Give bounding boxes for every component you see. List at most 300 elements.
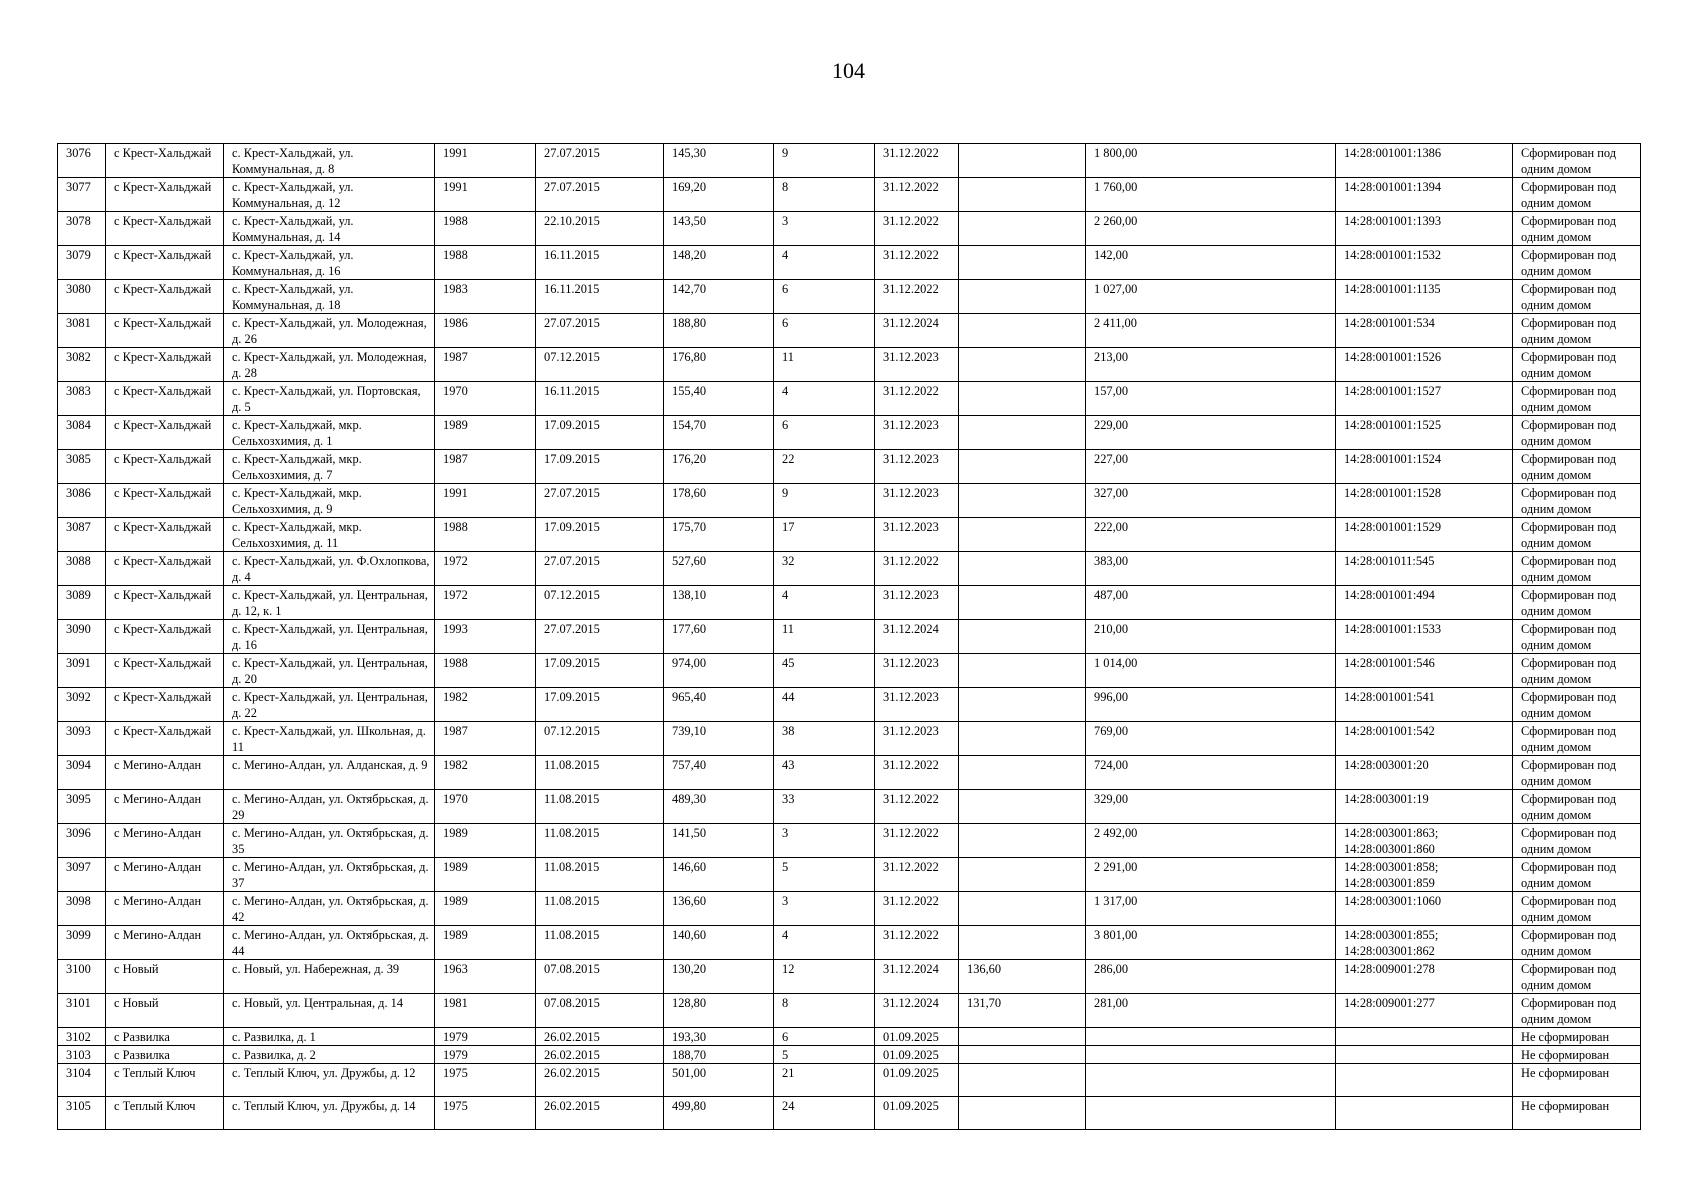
cell-date: 11.08.2015 xyxy=(536,926,664,960)
cell-area: 145,30 xyxy=(664,144,774,178)
cell-cadastral-number: 14:28:001001:1386 xyxy=(1336,144,1513,178)
cell-settlement: с Новый xyxy=(106,994,224,1028)
cell-settlement: с Развилка xyxy=(106,1028,224,1046)
cell-deadline: 31.12.2023 xyxy=(875,688,959,722)
cell-area: 143,50 xyxy=(664,212,774,246)
cell-residents: 4 xyxy=(774,586,875,620)
cell-status: Сформирован под одним домом xyxy=(1513,144,1641,178)
cell-row-number: 3097 xyxy=(58,858,106,892)
cell-build-year: 1991 xyxy=(435,484,536,518)
cell-amount xyxy=(1086,1046,1336,1064)
cell-address: с. Крест-Хальджай, ул. Центральная, д. 12, к. 1 xyxy=(224,586,435,620)
cell-settlement: с Крест-Хальджай xyxy=(106,246,224,280)
cell-date: 27.07.2015 xyxy=(536,314,664,348)
cell-area: 178,60 xyxy=(664,484,774,518)
cell-amount: 2 411,00 xyxy=(1086,314,1336,348)
cell-address: с. Мегино-Алдан, ул. Октябрьская, д. 29 xyxy=(224,790,435,824)
cell-status: Сформирован под одним домом xyxy=(1513,246,1641,280)
cell-cadastral-number: 14:28:001011:545 xyxy=(1336,552,1513,586)
cell-deadline: 31.12.2022 xyxy=(875,892,959,926)
cell-build-year: 1982 xyxy=(435,756,536,790)
cell-status: Сформирован под одним домом xyxy=(1513,382,1641,416)
cell-settlement: с Крест-Хальджай xyxy=(106,518,224,552)
cell-settlement: с Мегино-Алдан xyxy=(106,858,224,892)
cell-status: Сформирован под одним домом xyxy=(1513,552,1641,586)
cell-settlement: с Крест-Хальджай xyxy=(106,144,224,178)
cell-row-number: 3089 xyxy=(58,586,106,620)
cell-row-number: 3082 xyxy=(58,348,106,382)
cell-date: 07.08.2015 xyxy=(536,994,664,1028)
cell-row-number: 3096 xyxy=(58,824,106,858)
cell-cadastral-number: 14:28:001001:494 xyxy=(1336,586,1513,620)
table-body xyxy=(58,144,1641,1130)
cell-residents: 45 xyxy=(774,654,875,688)
cell-status: Сформирован под одним домом xyxy=(1513,484,1641,518)
cell-address: с. Крест-Хальджай, ул. Молодежная, д. 28 xyxy=(224,348,435,382)
cell-area: 188,80 xyxy=(664,314,774,348)
cell-row-number: 3078 xyxy=(58,212,106,246)
cell-settlement: с Новый xyxy=(106,960,224,994)
cell-status: Сформирован под одним домом xyxy=(1513,416,1641,450)
table-row xyxy=(58,382,1641,416)
cell-cadastral-number: 14:28:003001:20 xyxy=(1336,756,1513,790)
cell-residents: 24 xyxy=(774,1097,875,1130)
cell-area: 489,30 xyxy=(664,790,774,824)
cell-date: 26.02.2015 xyxy=(536,1028,664,1046)
cell-date: 07.08.2015 xyxy=(536,960,664,994)
cell-settlement: с Крест-Хальджай xyxy=(106,654,224,688)
cell-residents: 3 xyxy=(774,212,875,246)
cell-amount xyxy=(1086,1028,1336,1046)
cell-address: с. Крест-Хальджай, ул. Коммунальная, д. 14 xyxy=(224,212,435,246)
cell-build-year: 1991 xyxy=(435,178,536,212)
cell-date: 11.08.2015 xyxy=(536,858,664,892)
cell-amount: 1 317,00 xyxy=(1086,892,1336,926)
cell-area: 501,00 xyxy=(664,1064,774,1097)
cell-row-number: 3098 xyxy=(58,892,106,926)
cell-address: с. Новый, ул. Набережная, д. 39 xyxy=(224,960,435,994)
cell-deadline: 31.12.2022 xyxy=(875,858,959,892)
cell-settlement: с Развилка xyxy=(106,1046,224,1064)
cell-amount: 1 027,00 xyxy=(1086,280,1336,314)
cell-row-number: 3087 xyxy=(58,518,106,552)
cell-row-number: 3105 xyxy=(58,1097,106,1130)
table-row xyxy=(58,314,1641,348)
cell-date: 07.12.2015 xyxy=(536,348,664,382)
cell-deadline: 31.12.2022 xyxy=(875,552,959,586)
cell-row-number: 3101 xyxy=(58,994,106,1028)
cell-status: Сформирован под одним домом xyxy=(1513,960,1641,994)
cell-build-year: 1989 xyxy=(435,892,536,926)
cell-cadastral-number xyxy=(1336,1046,1513,1064)
cell-deadline: 31.12.2022 xyxy=(875,790,959,824)
table-row xyxy=(58,416,1641,450)
cell-date: 17.09.2015 xyxy=(536,688,664,722)
table-row xyxy=(58,518,1641,552)
cell-cadastral-number: 14:28:001001:1394 xyxy=(1336,178,1513,212)
cell-amount: 227,00 xyxy=(1086,450,1336,484)
cell-residents: 6 xyxy=(774,1028,875,1046)
cell-build-year: 1979 xyxy=(435,1028,536,1046)
cell-area-extra xyxy=(959,586,1086,620)
cell-area-extra xyxy=(959,314,1086,348)
cell-row-number: 3104 xyxy=(58,1064,106,1097)
cell-area: 138,10 xyxy=(664,586,774,620)
cell-amount: 329,00 xyxy=(1086,790,1336,824)
cell-build-year: 1987 xyxy=(435,348,536,382)
cell-residents: 12 xyxy=(774,960,875,994)
cell-settlement: с Мегино-Алдан xyxy=(106,892,224,926)
cell-deadline: 31.12.2023 xyxy=(875,586,959,620)
cell-status: Сформирован под одним домом xyxy=(1513,586,1641,620)
cell-area-extra xyxy=(959,688,1086,722)
cell-build-year: 1979 xyxy=(435,1046,536,1064)
cell-residents: 22 xyxy=(774,450,875,484)
cell-status: Сформирован под одним домом xyxy=(1513,518,1641,552)
cell-settlement: с Крест-Хальджай xyxy=(106,280,224,314)
cell-residents: 17 xyxy=(774,518,875,552)
table-row xyxy=(58,1064,1641,1097)
cell-status: Сформирован под одним домом xyxy=(1513,926,1641,960)
cell-address: с. Крест-Хальджай, ул. Коммунальная, д. 12 xyxy=(224,178,435,212)
cell-residents: 8 xyxy=(774,178,875,212)
cell-area: 176,20 xyxy=(664,450,774,484)
cell-row-number: 3080 xyxy=(58,280,106,314)
cell-row-number: 3083 xyxy=(58,382,106,416)
cell-row-number: 3079 xyxy=(58,246,106,280)
cell-row-number: 3076 xyxy=(58,144,106,178)
cell-residents: 9 xyxy=(774,144,875,178)
cell-amount: 769,00 xyxy=(1086,722,1336,756)
cell-area: 176,80 xyxy=(664,348,774,382)
cell-row-number: 3094 xyxy=(58,756,106,790)
cell-status: Сформирован под одним домом xyxy=(1513,858,1641,892)
cell-row-number: 3103 xyxy=(58,1046,106,1064)
cell-row-number: 3093 xyxy=(58,722,106,756)
cell-area-extra xyxy=(959,1028,1086,1046)
cell-area-extra xyxy=(959,280,1086,314)
cell-residents: 4 xyxy=(774,926,875,960)
cell-area-extra xyxy=(959,518,1086,552)
cell-date: 17.09.2015 xyxy=(536,518,664,552)
cell-settlement: с Крест-Хальджай xyxy=(106,688,224,722)
cell-area-extra xyxy=(959,824,1086,858)
cell-date: 17.09.2015 xyxy=(536,654,664,688)
cell-build-year: 1970 xyxy=(435,790,536,824)
table-row xyxy=(58,280,1641,314)
cell-area-extra xyxy=(959,722,1086,756)
cell-area-extra xyxy=(959,620,1086,654)
cell-address: с. Развилка, д. 2 xyxy=(224,1046,435,1064)
cell-date: 17.09.2015 xyxy=(536,416,664,450)
cell-build-year: 1988 xyxy=(435,246,536,280)
cell-address: с. Крест-Хальджай, ул. Молодежная, д. 26 xyxy=(224,314,435,348)
cell-settlement: с Крест-Хальджай xyxy=(106,722,224,756)
cell-address: с. Развилка, д. 1 xyxy=(224,1028,435,1046)
cell-status: Не сформирован xyxy=(1513,1064,1641,1097)
cell-address: с. Крест-Хальджай, ул. Портовская, д. 5 xyxy=(224,382,435,416)
cell-address: с. Крест-Хальджай, ул. Коммунальная, д. 18 xyxy=(224,280,435,314)
cell-deadline: 31.12.2022 xyxy=(875,382,959,416)
cell-status: Сформирован под одним домом xyxy=(1513,212,1641,246)
cell-area-extra xyxy=(959,790,1086,824)
cell-area-extra: 136,60 xyxy=(959,960,1086,994)
cell-area-extra: 131,70 xyxy=(959,994,1086,1028)
cell-status: Сформирован под одним домом xyxy=(1513,824,1641,858)
cell-build-year: 1989 xyxy=(435,416,536,450)
cell-row-number: 3085 xyxy=(58,450,106,484)
table-row xyxy=(58,892,1641,926)
table-row xyxy=(58,484,1641,518)
cell-amount: 724,00 xyxy=(1086,756,1336,790)
cell-area-extra xyxy=(959,450,1086,484)
table-row xyxy=(58,1046,1641,1064)
cell-cadastral-number: 14:28:009001:277 xyxy=(1336,994,1513,1028)
cell-amount: 222,00 xyxy=(1086,518,1336,552)
cell-area: 974,00 xyxy=(664,654,774,688)
cell-deadline: 31.12.2023 xyxy=(875,416,959,450)
table-row xyxy=(58,212,1641,246)
table-row xyxy=(58,178,1641,212)
cell-residents: 38 xyxy=(774,722,875,756)
cell-address: с. Теплый Ключ, ул. Дружбы, д. 14 xyxy=(224,1097,435,1130)
cell-residents: 5 xyxy=(774,1046,875,1064)
cell-address: с. Теплый Ключ, ул. Дружбы, д. 12 xyxy=(224,1064,435,1097)
cell-cadastral-number: 14:28:001001:1526 xyxy=(1336,348,1513,382)
cell-address: с. Мегино-Алдан, ул. Октябрьская, д. 35 xyxy=(224,824,435,858)
cell-area: 155,40 xyxy=(664,382,774,416)
cell-date: 27.07.2015 xyxy=(536,178,664,212)
cell-cadastral-number: 14:28:003001:863; 14:28:003001:860 xyxy=(1336,824,1513,858)
cell-amount: 327,00 xyxy=(1086,484,1336,518)
cell-area-extra xyxy=(959,416,1086,450)
cell-area: 146,60 xyxy=(664,858,774,892)
cell-residents: 6 xyxy=(774,280,875,314)
cell-residents: 9 xyxy=(774,484,875,518)
cell-amount: 383,00 xyxy=(1086,552,1336,586)
cell-build-year: 1993 xyxy=(435,620,536,654)
cell-build-year: 1987 xyxy=(435,722,536,756)
cell-status: Не сформирован xyxy=(1513,1028,1641,1046)
cell-cadastral-number xyxy=(1336,1064,1513,1097)
cell-settlement: с Крест-Хальджай xyxy=(106,450,224,484)
cell-build-year: 1983 xyxy=(435,280,536,314)
cell-deadline: 31.12.2023 xyxy=(875,518,959,552)
cell-cadastral-number: 14:28:003001:855; 14:28:003001:862 xyxy=(1336,926,1513,960)
cell-deadline: 01.09.2025 xyxy=(875,1064,959,1097)
cell-area: 175,70 xyxy=(664,518,774,552)
cell-settlement: с Крест-Хальджай xyxy=(106,484,224,518)
cell-cadastral-number xyxy=(1336,1028,1513,1046)
cell-date: 27.07.2015 xyxy=(536,484,664,518)
cell-address: с. Мегино-Алдан, ул. Октябрьская, д. 44 xyxy=(224,926,435,960)
cell-residents: 32 xyxy=(774,552,875,586)
table-row xyxy=(58,994,1641,1028)
cell-area-extra xyxy=(959,382,1086,416)
cell-status: Сформирован под одним домом xyxy=(1513,178,1641,212)
cell-date: 27.07.2015 xyxy=(536,552,664,586)
cell-build-year: 1970 xyxy=(435,382,536,416)
cell-area: 188,70 xyxy=(664,1046,774,1064)
cell-date: 07.12.2015 xyxy=(536,722,664,756)
table-row xyxy=(58,552,1641,586)
cell-address: с. Мегино-Алдан, ул. Октябрьская, д. 37 xyxy=(224,858,435,892)
cell-address: с. Крест-Хальджай, мкр. Сельхозхимия, д. 11 xyxy=(224,518,435,552)
cell-cadastral-number: 14:28:001001:1135 xyxy=(1336,280,1513,314)
cell-row-number: 3091 xyxy=(58,654,106,688)
cell-status: Не сформирован xyxy=(1513,1097,1641,1130)
cell-date: 22.10.2015 xyxy=(536,212,664,246)
cell-date: 26.02.2015 xyxy=(536,1097,664,1130)
cell-row-number: 3077 xyxy=(58,178,106,212)
table-row xyxy=(58,1097,1641,1130)
cell-address: с. Крест-Хальджай, ул. Коммунальная, д. 8 xyxy=(224,144,435,178)
cell-build-year: 1963 xyxy=(435,960,536,994)
cell-area-extra xyxy=(959,892,1086,926)
cell-residents: 6 xyxy=(774,314,875,348)
cell-build-year: 1988 xyxy=(435,518,536,552)
cell-date: 11.08.2015 xyxy=(536,756,664,790)
cell-area: 136,60 xyxy=(664,892,774,926)
cell-build-year: 1988 xyxy=(435,654,536,688)
housing-registry-table xyxy=(57,143,1641,1130)
table-row xyxy=(58,620,1641,654)
cell-deadline: 31.12.2022 xyxy=(875,212,959,246)
cell-residents: 4 xyxy=(774,246,875,280)
cell-area: 154,70 xyxy=(664,416,774,450)
cell-amount: 281,00 xyxy=(1086,994,1336,1028)
table-row xyxy=(58,722,1641,756)
cell-area-extra xyxy=(959,212,1086,246)
cell-status: Сформирован под одним домом xyxy=(1513,314,1641,348)
cell-residents: 11 xyxy=(774,348,875,382)
cell-residents: 3 xyxy=(774,824,875,858)
cell-address: с. Крест-Хальджай, ул. Школьная, д. 11 xyxy=(224,722,435,756)
cell-settlement: с Теплый Ключ xyxy=(106,1064,224,1097)
cell-row-number: 3081 xyxy=(58,314,106,348)
cell-status: Сформирован под одним домом xyxy=(1513,688,1641,722)
cell-address: с. Крест-Хальджай, ул. Коммунальная, д. 16 xyxy=(224,246,435,280)
cell-date: 16.11.2015 xyxy=(536,246,664,280)
cell-build-year: 1975 xyxy=(435,1064,536,1097)
cell-deadline: 31.12.2023 xyxy=(875,450,959,484)
cell-address: с. Мегино-Алдан, ул. Алданская, д. 9 xyxy=(224,756,435,790)
cell-area: 527,60 xyxy=(664,552,774,586)
cell-status: Сформирован под одним домом xyxy=(1513,994,1641,1028)
cell-cadastral-number: 14:28:001001:1532 xyxy=(1336,246,1513,280)
cell-deadline: 31.12.2022 xyxy=(875,824,959,858)
cell-deadline: 31.12.2023 xyxy=(875,348,959,382)
cell-row-number: 3088 xyxy=(58,552,106,586)
cell-residents: 33 xyxy=(774,790,875,824)
table-row xyxy=(58,654,1641,688)
cell-date: 11.08.2015 xyxy=(536,790,664,824)
table-row xyxy=(58,450,1641,484)
cell-row-number: 3102 xyxy=(58,1028,106,1046)
cell-settlement: с Мегино-Алдан xyxy=(106,824,224,858)
table-row xyxy=(58,858,1641,892)
cell-build-year: 1989 xyxy=(435,926,536,960)
cell-row-number: 3086 xyxy=(58,484,106,518)
cell-deadline: 31.12.2022 xyxy=(875,280,959,314)
cell-residents: 44 xyxy=(774,688,875,722)
cell-area: 142,70 xyxy=(664,280,774,314)
cell-cadastral-number: 14:28:003001:858; 14:28:003001:859 xyxy=(1336,858,1513,892)
cell-build-year: 1982 xyxy=(435,688,536,722)
cell-amount: 286,00 xyxy=(1086,960,1336,994)
cell-deadline: 31.12.2024 xyxy=(875,314,959,348)
cell-build-year: 1988 xyxy=(435,212,536,246)
cell-address: с. Крест-Хальджай, мкр. Сельхозхимия, д. 9 xyxy=(224,484,435,518)
cell-status: Сформирован под одним домом xyxy=(1513,280,1641,314)
cell-settlement: с Крест-Хальджай xyxy=(106,178,224,212)
cell-deadline: 01.09.2025 xyxy=(875,1046,959,1064)
cell-settlement: с Мегино-Алдан xyxy=(106,756,224,790)
table-row xyxy=(58,144,1641,178)
cell-date: 11.08.2015 xyxy=(536,824,664,858)
cell-deadline: 31.12.2024 xyxy=(875,960,959,994)
cell-settlement: с Крест-Хальджай xyxy=(106,314,224,348)
cell-build-year: 1981 xyxy=(435,994,536,1028)
cell-residents: 11 xyxy=(774,620,875,654)
cell-build-year: 1975 xyxy=(435,1097,536,1130)
cell-area: 140,60 xyxy=(664,926,774,960)
cell-residents: 3 xyxy=(774,892,875,926)
cell-residents: 4 xyxy=(774,382,875,416)
cell-address: с. Новый, ул. Центральная, д. 14 xyxy=(224,994,435,1028)
cell-status: Сформирован под одним домом xyxy=(1513,756,1641,790)
cell-area: 499,80 xyxy=(664,1097,774,1130)
cell-amount: 1 800,00 xyxy=(1086,144,1336,178)
cell-status: Не сформирован xyxy=(1513,1046,1641,1064)
cell-settlement: с Крест-Хальджай xyxy=(106,416,224,450)
cell-amount: 3 801,00 xyxy=(1086,926,1336,960)
cell-date: 17.09.2015 xyxy=(536,450,664,484)
cell-address: с. Крест-Хальджай, мкр. Сельхозхимия, д. 1 xyxy=(224,416,435,450)
page-number: 104 xyxy=(832,58,865,83)
cell-area: 177,60 xyxy=(664,620,774,654)
cell-area: 148,20 xyxy=(664,246,774,280)
cell-residents: 6 xyxy=(774,416,875,450)
cell-status: Сформирован под одним домом xyxy=(1513,892,1641,926)
cell-settlement: с Мегино-Алдан xyxy=(106,926,224,960)
cell-cadastral-number: 14:28:001001:546 xyxy=(1336,654,1513,688)
cell-area-extra xyxy=(959,484,1086,518)
cell-deadline: 31.12.2022 xyxy=(875,756,959,790)
cell-row-number: 3084 xyxy=(58,416,106,450)
cell-build-year: 1972 xyxy=(435,552,536,586)
cell-deadline: 31.12.2022 xyxy=(875,178,959,212)
cell-cadastral-number: 14:28:003001:19 xyxy=(1336,790,1513,824)
cell-amount: 157,00 xyxy=(1086,382,1336,416)
cell-row-number: 3100 xyxy=(58,960,106,994)
cell-amount: 2 260,00 xyxy=(1086,212,1336,246)
table-row xyxy=(58,756,1641,790)
cell-amount: 996,00 xyxy=(1086,688,1336,722)
table-row xyxy=(58,246,1641,280)
cell-settlement: с Крест-Хальджай xyxy=(106,212,224,246)
cell-settlement: с Крест-Хальджай xyxy=(106,552,224,586)
table-row xyxy=(58,348,1641,382)
cell-build-year: 1989 xyxy=(435,858,536,892)
cell-cadastral-number: 14:28:009001:278 xyxy=(1336,960,1513,994)
cell-deadline: 31.12.2022 xyxy=(875,246,959,280)
cell-date: 27.07.2015 xyxy=(536,620,664,654)
cell-area-extra xyxy=(959,654,1086,688)
cell-cadastral-number: 14:28:001001:541 xyxy=(1336,688,1513,722)
cell-build-year: 1991 xyxy=(435,144,536,178)
cell-build-year: 1972 xyxy=(435,586,536,620)
